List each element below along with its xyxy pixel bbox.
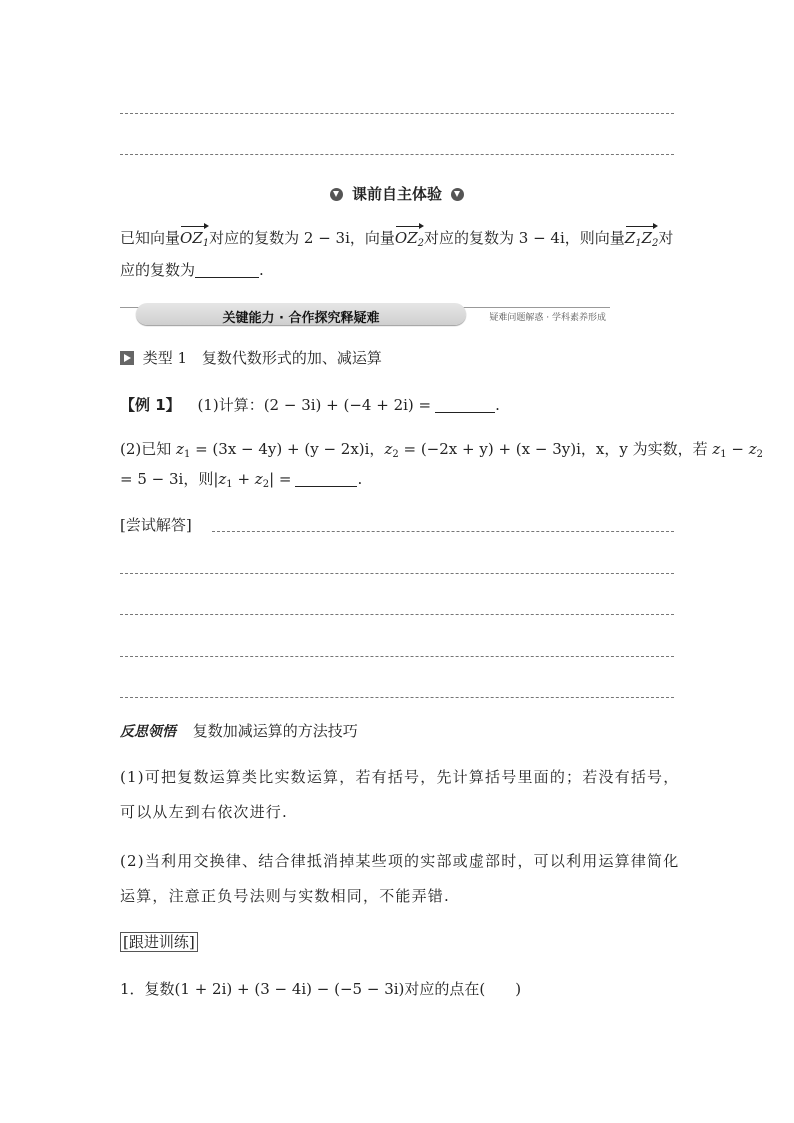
answer-line [120,573,674,574]
section-title: 课前自主体验 [351,185,442,203]
answer-line [120,154,674,155]
preview-question-line1: 已知向量$OZ_1$对应的复数为 2 − 3i，向量$OZ_2$对应的复数为 3 − 4i，则向量$Z_1Z_2$对 [120,229,674,249]
preview-question-line2: 应的复数为 . [120,261,264,279]
vector-oz2: $OZ_2$ [394,229,424,249]
section-header [0,183,794,205]
example-part2-line2: = 5 − 3i，则$|z_1 + z_2|$ = . [120,470,363,490]
answer-line [120,113,674,114]
banner-title: 关键能力 · 合作探究释疑难 [222,311,380,326]
vector-oz1: $OZ_1$ [180,229,210,249]
example-label: 【例 1】 [120,396,181,414]
chevron-down-icon [451,188,464,201]
vector-z1z2: $Z_1Z_2$ [624,229,659,249]
practice-label: [跟进训练] [120,931,198,953]
reflection-title: 复数加减运算的方法技巧 [192,722,358,740]
answer-blank[interactable] [295,470,357,487]
reflection-p1-line1: (1)可把复数运算类比实数运算，若有括号，先计算括号里面的；若没有括号， [120,768,680,786]
example-part1: 【例 1】 (1)计算：(2 − 3i) + (−4 + 2i) = . [120,396,500,414]
answer-line [120,697,674,698]
answer-line [120,656,674,657]
section-banner [120,301,610,327]
reflection-heading [120,720,358,743]
banner-pill [136,303,466,325]
reflection-p2-line2: 运算，注意正负号法则与实数相同，不能弄错. [120,887,450,905]
reflection-p2-line1: (2)当利用交换律、结合律抵消掉某些项的实部或虚部时，可以利用运算律简化 [120,852,680,870]
answer-blank[interactable] [195,261,259,278]
example-part2-line1: (2)已知 $z_1 = (3x - 4y) + (y - 2x)i$，$z_2 = (-2x + y) + (x - 3y)i$，x，y 为实数，若 $z_1 - z_2$ [120,440,764,460]
type-label: 类型 1 [142,349,188,367]
answer-blank[interactable] [435,396,495,413]
answer-line [212,531,674,532]
type-heading [120,347,382,369]
practice-question-1: 1．复数(1 + 2i) + (3 − 4i) − (−5 − 3i)对应的点在( ) [120,980,522,998]
answer-line [120,614,674,615]
banner-subtitle: 疑难问题解惑 · 学科素养形成 [489,313,606,323]
reflection-p1-line2: 可以从左到右依次进行. [120,803,288,821]
chevron-down-icon [330,188,343,201]
play-icon [120,351,134,365]
reflection-label: 反思领悟 [120,724,176,740]
attempt-label: [尝试解答] [120,516,192,534]
type-title: 复数代数形式的加、减运算 [201,349,382,367]
